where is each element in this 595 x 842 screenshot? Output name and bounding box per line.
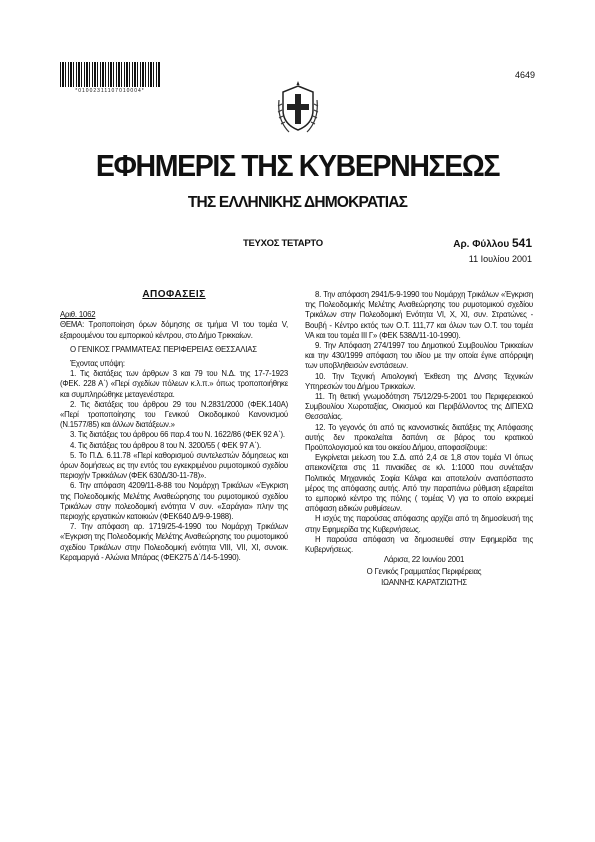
- issue-label: ΤΕΥΧΟΣ ΤΕΤΑΡΤΟ: [243, 238, 323, 249]
- signer-name: ΙΩΑΝΝΗΣ ΚΑΡΑΤΖΙΩΤΗΣ: [381, 577, 467, 587]
- paragraph-6: 6. Την απόφαση 4209/11-8-88 του Νομάρχη Τρικάλων «Έγκριση της Πολεοδομικής Μελέτης Αναθεώρησης του ρυμοτομικού σχεδίου Τρικάλων στην πολεοδομική ενότητα V συν. «Σαράγια» πλην της περιοχής εργατικών κατοικιών (ΦΕΚ640 Δ/9-9-1988).: [60, 481, 288, 522]
- having-regard: Έχοντας υπόψη:: [70, 359, 125, 369]
- gazette-subtitle: ΤΗΣ ΕΛΛΗΝΙΚΗΣ ΔΗΜΟΚΡΑΤΙΑΣ: [187, 194, 408, 211]
- sheet-number: [453, 236, 532, 250]
- decision-number: Αριθ. 1062: [60, 310, 96, 320]
- place-date: Λάρισα, 22 Ιουνίου 2001: [383, 555, 465, 565]
- sheet-value: 541: [511, 236, 532, 250]
- greek-coat-of-arms-icon: [275, 80, 321, 138]
- paragraph-7: 7. Την απόφαση αρ. 1719/25-4-1990 του Νομάρχη Τρικάλων «Έγκριση της Πολεοδομικής Μελέτης Αναθεώρησης του ρυμοτομικού σχεδίου Τρικάλων στην Πολεοδομική ενότητα VIII, VII, XI, συνοικ. Κεραμαργιά - Αλώνια Μπάρας (ΦΕΚ275 Δ΄/14-5-1990).: [60, 522, 288, 562]
- paragraph-1: 1. Τις διατάξεις των άρθρων 3 και 79 του Ν.Δ. της 17-7-1923 (ΦΕΚ. 228 Α΄) «Περί σχεδίων πόλεων κ.λ.π.» όπως τροποποιήθηκε και συμπληρώθηκε μεταγενέστερα.: [60, 369, 288, 399]
- signer-title: Ο Γενικός Γραμματέας Περιφέρειας: [366, 567, 482, 577]
- paragraph-10: 10. Την Τεχνική Αιτιολογική Έκθεση της Δ/νσης Τεχνικών Υπηρεσιών του Δήμου Τρικκαίων.: [305, 371, 533, 391]
- barcode: [60, 62, 160, 87]
- gazette-title: ΕΦΗΜΕΡΙΣ ΤΗΣ ΚΥΒΕΡΝΗΣΕΩΣ: [95, 148, 500, 183]
- paragraph-2: 2. Τις διατάξεις του άρθρου 29 του Ν.2831/2000 (ΦΕΚ.140Α) «Περί τροποποίησης του Γενικού Οικοδομικού Κανονισμού (Ν.1577/85) και άλλων διατάξεων.»: [60, 399, 288, 430]
- right-column: [305, 290, 533, 588]
- issue-date: 11 Ιουλίου 2001: [468, 254, 532, 264]
- paragraph-12: 12. Το γεγονός ότι από τις κανονιστικές διατάξεις της Απόφασης αυτής δεν προκαλείται δαπάνη σε βάρος του κρατικού Προϋπολογισμού και του οικείου Δήμου, αποφασίζουμε:: [305, 422, 533, 453]
- section-heading: ΑΠΟΦΑΣΕΙΣ: [142, 289, 206, 300]
- authority-line: Ο ΓΕΝΙΚΟΣ ΓΡΑΜΜΑΤΕΑΣ ΠΕΡΙΦΕΡΕΙΑΣ ΘΕΣΣΑΛΙΑΣ: [70, 344, 257, 354]
- paragraph-9: 9. Την Απόφαση 274/1997 του Δημοτικού Συμβουλίου Τρικκαίων και την 430/1999 απόφαση του ιδίου με την οποία έγινε απόρριψη των υποβληθεισών ενστάσεων.: [305, 341, 533, 371]
- paragraph-11: 11. Τη θετική γνωμοδότηση 75/12/29-5-2001 του Περιφερειακού Συμβουλίου Χωροταξίας, Οικισμού και Περιβάλλοντος της ΔΙΠΕΧΩ Θεσσαλίας.: [305, 392, 533, 422]
- paragraph-8: 8. Την απόφαση 2941/5-9-1990 του Νομάρχη Τρικάλων «Έγκριση της Πολεοδομικής Μελέτης Αναθεώρησης του ρυμοτομικού σχεδίου Τρικάλων στην Πολεοδομική Ενότητα VI, X, XI, συν. Στρατώνες - Βουβή - Κέντρο εκτός των Ο.Τ. 111,77 και όλων των Ο.Τ. του τομέα VA και του τομέα ΙΙΙ Γ» (ΦΕΚ 538Δ/11-10-1990).: [305, 290, 533, 340]
- decision-text: Εγκρίνεται μείωση του Σ.Δ. από 2,4 σε 1,8 στον τομέα VI όπως απεικονίζεται στις 11 πινακίδες σε κλ. 1:1000 που συνέταξαν Πολιτικός Μηχανικός Σοφία Κάλφα και αποτελούν αναπόσπαστο μέρος της απόφασης αυτής. Από την παραπάνω ρύθμιση εξαιρείται το εμπορικό κέντρο της πόλης ( τομέας V) για το οποίο εκκρεμεί απόφαση ειδικών ρυθμίσεων.: [305, 453, 533, 514]
- paragraph-4: 4. Τις διατάξεις του άρθρου 8 του Ν. 3200/55 ( ΦΕΚ 97 Α΄).: [70, 440, 262, 450]
- paragraph-5: 5. Το Π.Δ. 6.11.78 «Περί καθορισμού συντελεστών δόμησεως και όρων δομήσεως εις την εντός του εγκεκριμένου ρυμοτομικού σχεδίου περιοχήν Τρικκάλων (ΦΕΚ 630Δ/30-11-78)».: [60, 450, 288, 481]
- validity-text: Η ισχύς της παρούσας απόφασης αρχίζει από τη δημοσίευσή της στην Εφημερίδα της Κυβερνήσεως.: [305, 514, 533, 534]
- left-column: [60, 290, 288, 563]
- sheet-label: Αρ. Φύλλου: [453, 239, 510, 250]
- paragraph-3: 3. Τις διατάξεις του άρθρου 66 παρ.4 του Ν. 1622/86 (ΦΕΚ 92 Α΄).: [70, 430, 285, 440]
- barcode-number: *01002311107010004*: [75, 88, 145, 94]
- publication-text: Η παρούσα απόφαση να δημοσιευθεί στην Εφημερίδα της Κυβερνήσεως.: [305, 534, 533, 555]
- page-number: 4649: [514, 70, 535, 80]
- decision-subject: ΘΕΜΑ: Τροποποίηση όρων δόμησης σε τμήμα VI του τομέα V, εξαιρουμένου του εμπορικού κέντρου, στο Δήμο Τρικκαίων.: [60, 320, 288, 340]
